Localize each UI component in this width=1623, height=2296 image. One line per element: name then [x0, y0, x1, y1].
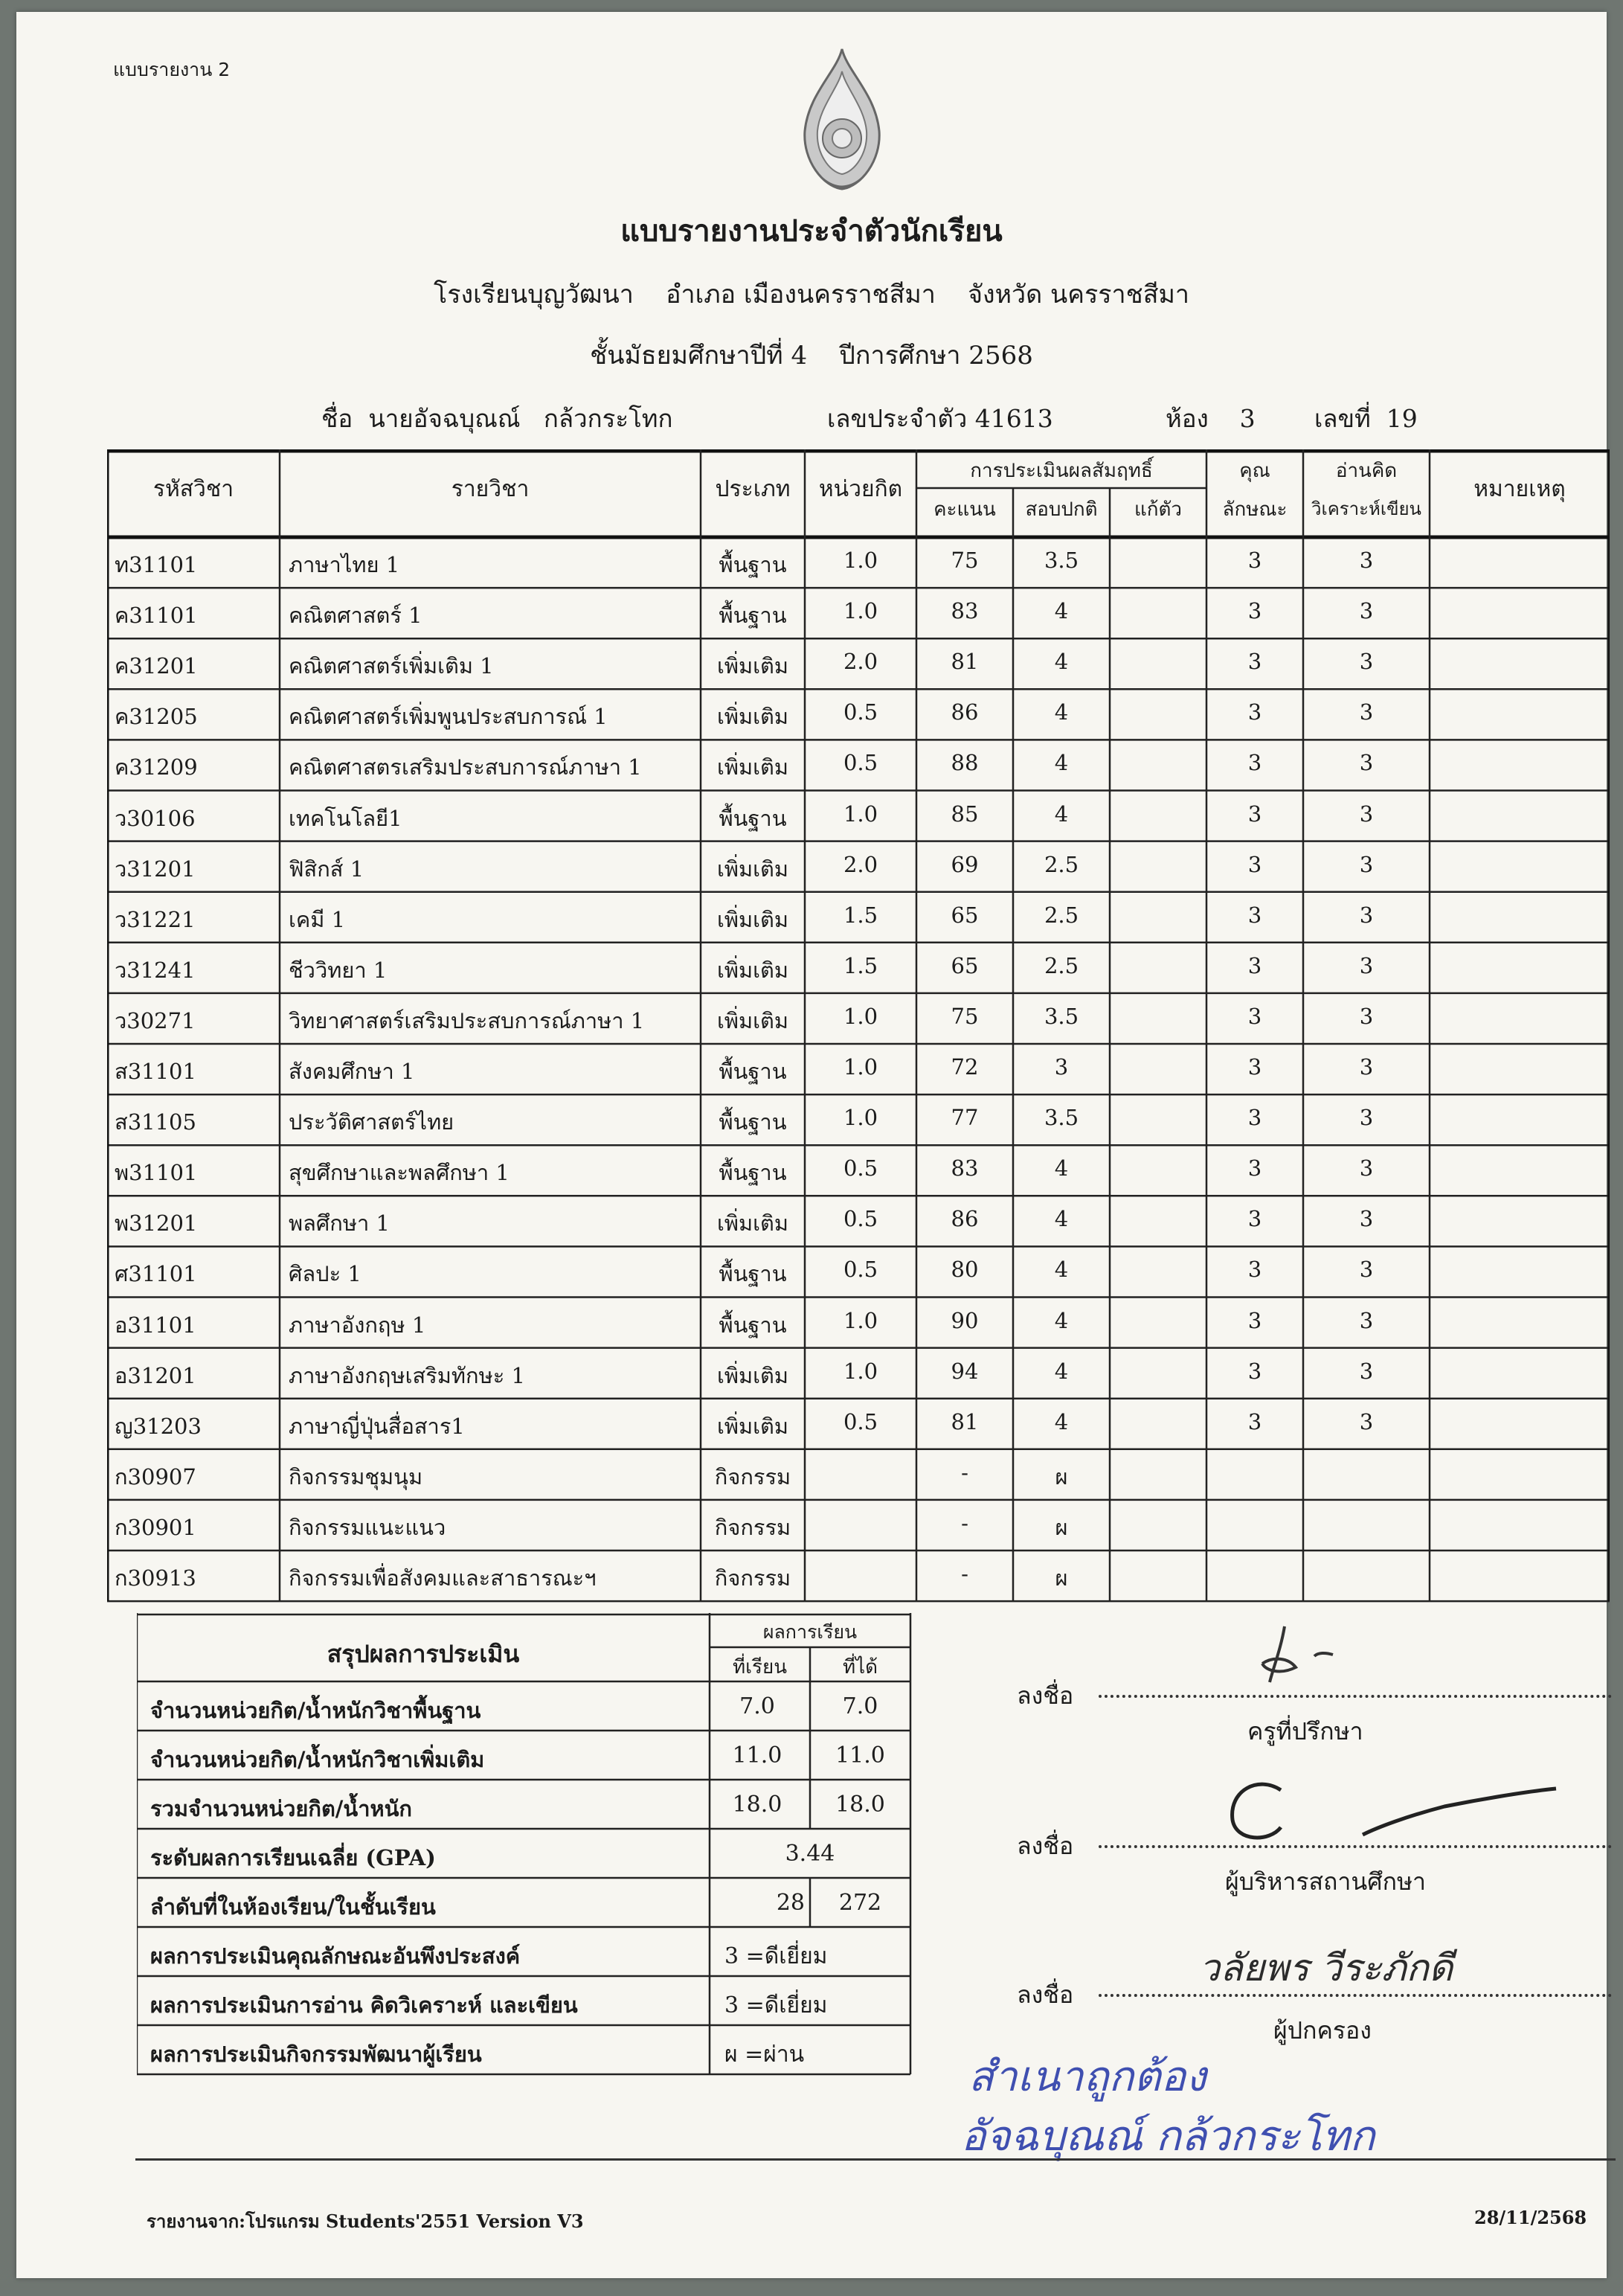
- cell-grade: ผ: [1055, 1565, 1068, 1591]
- table-row: [107, 1145, 1610, 1196]
- cell-subject: ภาษาญี่ปุ่นสื่อสาร1: [289, 1413, 465, 1439]
- cell-char: 3: [1247, 1054, 1262, 1080]
- header-credit: หน่วยกิต: [818, 476, 903, 502]
- cell-read: 3: [1359, 1358, 1374, 1384]
- grades-table: [107, 449, 1610, 1610]
- summary-label: ผลการประเมินการอ่าน คิดวิเคราะห์ และเขียน: [150, 1992, 578, 2018]
- cell-score: 81: [951, 649, 979, 675]
- cell-score: 86: [951, 1206, 979, 1232]
- cell-read: 3: [1359, 750, 1374, 776]
- cell-grade: 4: [1054, 1257, 1069, 1283]
- teacher-signature-scribble: [1229, 1612, 1378, 1693]
- cell-score: 83: [951, 598, 979, 624]
- cell-code: ก30901: [115, 1514, 196, 1540]
- cell-code: พ31201: [115, 1210, 198, 1237]
- cell-read: 3: [1359, 548, 1374, 573]
- summary-value-earned: 11.0: [835, 1742, 885, 1769]
- cell-subject: สุขศึกษาและพลศึกษา 1: [289, 1160, 510, 1186]
- cell-grade: 4: [1054, 1155, 1069, 1181]
- signature-label-director: ลงชื่อ: [1017, 1832, 1074, 1860]
- form-number: แบบรายงาน 2: [113, 59, 231, 80]
- summary-value-studied: 28: [776, 1890, 805, 1916]
- cell-type: กิจกรรม: [714, 1463, 791, 1489]
- cell-grade: 4: [1054, 598, 1069, 624]
- summary-value-studied: ผ =ผ่าน: [724, 2042, 805, 2068]
- summary-value-earned: 7.0: [842, 1693, 878, 1719]
- signature-label-parent: ลงชื่อ: [1017, 1981, 1074, 2009]
- student-id: เลขประจำตัว 41613: [827, 404, 1053, 433]
- cell-code: ว31201: [115, 856, 196, 882]
- header-read-2: วิเคราะห์เขียน: [1311, 498, 1421, 519]
- cell-read: 3: [1359, 1003, 1374, 1029]
- cell-type: พื้นฐาน: [719, 1160, 787, 1186]
- cell-credit: 0.5: [843, 1408, 878, 1434]
- cell-type: กิจกรรม: [714, 1514, 791, 1540]
- cell-subject: กิจกรรมชุมนุม: [289, 1463, 423, 1489]
- footer-date: 28/11/2568: [1474, 2207, 1587, 2228]
- summary-value-studied: 3 =ดีเยี่ยม: [724, 1943, 828, 1969]
- cell-grade: 2.5: [1044, 952, 1079, 978]
- cell-read: 3: [1359, 902, 1374, 928]
- cell-type: เพิ่มเติม: [716, 1413, 788, 1439]
- header-read-1: อ่านคิด: [1335, 460, 1398, 482]
- cell-credit: 1.0: [843, 1105, 878, 1131]
- cell-code: ค31205: [115, 704, 198, 730]
- cell-subject: ภาษาไทย 1: [289, 552, 400, 577]
- cell-credit: 0.5: [843, 1155, 878, 1181]
- cell-credit: 2.0: [843, 851, 878, 877]
- cell-subject: สังคมศึกษา 1: [289, 1059, 415, 1084]
- cell-char: 3: [1247, 952, 1262, 978]
- header-char-2: ลักษณะ: [1222, 498, 1288, 521]
- cell-score: 86: [951, 699, 979, 725]
- table-row: [107, 1449, 1610, 1500]
- table-row: [107, 638, 1610, 689]
- table-row: [107, 943, 1610, 993]
- cell-grade: 3.5: [1044, 1003, 1079, 1029]
- cell-type: เพิ่มเติม: [716, 1362, 788, 1388]
- cell-code: อ31201: [115, 1362, 196, 1388]
- summary-value-studied: 7.0: [739, 1693, 775, 1719]
- cell-credit: 1.0: [843, 598, 878, 624]
- cell-code: ค31201: [115, 653, 198, 679]
- signature-label-teacher: ลงชื่อ: [1017, 1681, 1074, 1710]
- school-line: โรงเรียนบุญวัฒนา อำเภอ เมืองนครราชสีมา จังหวัด นครราชสีมา: [434, 280, 1189, 310]
- cell-type: เพิ่มเติม: [716, 1210, 788, 1237]
- parent-handwritten-name: วลัยพร วีระภักดี: [1199, 1946, 1453, 1989]
- certified-copy-note: สำเนาถูกต้อง: [968, 2053, 1206, 2101]
- summary-label: ผลการประเมินกิจกรรมพัฒนาผู้เรียน: [150, 2042, 482, 2067]
- cell-score: 85: [951, 801, 979, 827]
- cell-char: 3: [1247, 1003, 1262, 1029]
- footer-rule: [135, 2158, 1616, 2161]
- cell-type: เพิ่มเติม: [716, 957, 788, 983]
- header-code: รหัสวิชา: [152, 476, 234, 502]
- cell-code: ค31209: [115, 754, 198, 780]
- cell-type: เพิ่มเติม: [716, 906, 788, 932]
- cell-subject: ฟิสิกส์ 1: [289, 856, 364, 882]
- cell-grade: 4: [1054, 1307, 1069, 1333]
- cell-score: 81: [951, 1408, 979, 1434]
- cell-read: 3: [1359, 801, 1374, 827]
- summary-label: ระดับผลการเรียนเฉลี่ย (GPA): [150, 1845, 436, 1870]
- signature-role-parent: ผู้ปกครอง: [1273, 2016, 1372, 2045]
- header-normal: สอบปกติ: [1025, 498, 1098, 521]
- cell-char: 3: [1247, 1358, 1262, 1384]
- cell-credit: 1.0: [843, 1003, 878, 1029]
- table-row: [107, 993, 1610, 1044]
- cell-credit: 1.0: [843, 1307, 878, 1333]
- cell-grade: 4: [1054, 750, 1069, 776]
- cell-score: 80: [951, 1257, 979, 1283]
- cell-read: 3: [1359, 1307, 1374, 1333]
- table-row: [107, 689, 1610, 740]
- header-fix: แก้ตัว: [1134, 498, 1182, 521]
- header-char-1: คุณ: [1239, 460, 1270, 482]
- cell-read: 3: [1359, 1257, 1374, 1283]
- cell-credit: 0.5: [843, 1257, 878, 1283]
- summary-label: ผลการประเมินคุณลักษณะอันพึงประสงค์: [150, 1943, 521, 1969]
- header-type: ประเภท: [715, 476, 791, 502]
- cell-subject: กิจกรรมเพื่อสังคมและสาธารณะฯ: [289, 1565, 597, 1591]
- cell-char: 3: [1247, 548, 1262, 573]
- director-signature-scribble: [1199, 1745, 1571, 1864]
- summary-value-studied: 11.0: [732, 1742, 782, 1769]
- cell-type: พื้นฐาน: [719, 1261, 787, 1287]
- header-achievement: การประเมินผลสัมฤทธิ์: [970, 460, 1153, 482]
- cell-subject: คณิตศาสตร์เพิ่มเติม 1: [289, 653, 494, 679]
- cell-code: ก30907: [115, 1463, 196, 1489]
- cell-char: 3: [1247, 598, 1262, 624]
- cell-subject: พลศึกษา 1: [289, 1210, 390, 1237]
- cell-subject: ประวัติศาสตร์ไทย: [289, 1109, 454, 1135]
- summary-label: ลำดับที่ในห้องเรียน/ในชั้นเรียน: [150, 1894, 436, 1920]
- cell-subject: วิทยาศาสตร์เสริมประสบการณ์ภาษา 1: [289, 1007, 645, 1033]
- cell-code: ก30913: [115, 1565, 196, 1591]
- cell-grade: 4: [1054, 801, 1069, 827]
- table-row: [107, 1246, 1610, 1297]
- cell-char: 3: [1247, 902, 1262, 928]
- cell-code: ว30106: [115, 805, 196, 831]
- page-title: แบบรายงานประจำตัวนักเรียน: [620, 214, 1003, 248]
- summary-table: [137, 1613, 925, 2082]
- cell-score: 65: [951, 902, 979, 928]
- cell-type: กิจกรรม: [714, 1565, 791, 1591]
- cell-subject: เคมี 1: [289, 906, 346, 932]
- cell-read: 3: [1359, 1155, 1374, 1181]
- cell-char: 3: [1247, 1105, 1262, 1131]
- cell-type: พื้นฐาน: [719, 1059, 787, 1084]
- table-row: [107, 1094, 1610, 1145]
- table-row: [107, 740, 1610, 790]
- cell-grade: 4: [1054, 1206, 1069, 1232]
- table-row: [107, 1044, 1610, 1094]
- level-line: ชั้นมัธยมศึกษาปีที่ 4 ปีการศึกษา 2568: [590, 341, 1033, 371]
- cell-read: 3: [1359, 598, 1374, 624]
- student-name: ชื่อ นายอัจฉบุณณ์ กล้วกระโทก: [321, 404, 673, 433]
- header-remark: หมายเหตุ: [1473, 476, 1566, 502]
- cell-char: 3: [1247, 851, 1262, 877]
- cell-subject: ศิลปะ 1: [289, 1261, 361, 1287]
- cell-score: 94: [951, 1358, 979, 1384]
- cell-type: เพิ่มเติม: [716, 856, 788, 882]
- cell-grade: ผ: [1055, 1463, 1068, 1489]
- cell-subject: กิจกรรมแนะแนว: [289, 1514, 446, 1540]
- cell-subject: ชีววิทยา 1: [289, 957, 388, 983]
- cell-char: 3: [1247, 1307, 1262, 1333]
- cell-grade: 4: [1054, 1408, 1069, 1434]
- summary-value-earned: 272: [838, 1890, 882, 1916]
- cell-credit: 2.0: [843, 649, 878, 675]
- table-row: [107, 1500, 1610, 1551]
- cell-score: -: [961, 1510, 968, 1536]
- cell-char: 3: [1247, 1155, 1262, 1181]
- report-sheet: [16, 12, 1607, 2278]
- cell-read: 3: [1359, 952, 1374, 978]
- cell-char: 3: [1247, 801, 1262, 827]
- table-row: [107, 791, 1610, 841]
- summary-result-header: ผลการเรียน: [762, 1621, 858, 1643]
- table-row: [107, 841, 1610, 892]
- cell-read: 3: [1359, 1054, 1374, 1080]
- cell-credit: 1.5: [843, 952, 878, 978]
- header-score: คะแนน: [933, 498, 996, 521]
- summary-label: รวมจำนวนหน่วยกิต/น้ำหนัก: [150, 1796, 412, 1821]
- cell-credit: 0.5: [843, 699, 878, 725]
- summary-label: จำนวนหน่วยกิต/น้ำหนักวิชาพื้นฐาน: [150, 1698, 481, 1723]
- cell-subject: ภาษาอังกฤษ 1: [289, 1312, 426, 1338]
- summary-value-studied: 3 =ดีเยี่ยม: [724, 1992, 828, 2018]
- cell-grade: 3.5: [1044, 548, 1079, 573]
- cell-score: 83: [951, 1155, 979, 1181]
- table-row: [107, 1348, 1610, 1399]
- cell-code: ส31101: [115, 1059, 196, 1084]
- cell-read: 3: [1359, 1408, 1374, 1434]
- cell-score: 72: [951, 1054, 979, 1080]
- cell-credit: 1.0: [843, 548, 878, 573]
- signature-line-teacher: [1099, 1695, 1612, 1698]
- cell-read: 3: [1359, 699, 1374, 725]
- cell-grade: 4: [1054, 649, 1069, 675]
- cell-credit: 0.5: [843, 750, 878, 776]
- cell-code: ค31101: [115, 603, 198, 629]
- cell-char: 3: [1247, 699, 1262, 725]
- summary-value-studied: 3.44: [785, 1841, 835, 1867]
- cell-type: เพิ่มเติม: [716, 754, 788, 780]
- cell-grade: 2.5: [1044, 902, 1079, 928]
- cell-score: 75: [951, 548, 979, 573]
- footer-source: รายงานจาก:โปรแกรม Students'2551 Version V3: [147, 2210, 584, 2232]
- cell-code: พ31101: [115, 1160, 198, 1186]
- summary-value-studied: 18.0: [732, 1792, 782, 1818]
- student-room: ห้อง 3: [1166, 404, 1256, 433]
- cell-read: 3: [1359, 851, 1374, 877]
- cell-subject: คณิตศาสตร์ 1: [289, 603, 422, 629]
- signature-role-teacher: ครูที่ปรึกษา: [1247, 1717, 1363, 1745]
- cell-char: 3: [1247, 1206, 1262, 1232]
- cell-credit: 1.0: [843, 801, 878, 827]
- summary-studied-header: ที่เรียน: [733, 1656, 787, 1678]
- table-row: [107, 1399, 1610, 1449]
- cell-read: 3: [1359, 1105, 1374, 1131]
- student-number: เลขที่ 19: [1314, 404, 1418, 433]
- cell-score: 88: [951, 750, 979, 776]
- cell-subject: เทคโนโลยี1: [289, 805, 402, 831]
- cell-score: 77: [951, 1105, 979, 1131]
- school-emblem-icon: [794, 42, 890, 198]
- table-row: [107, 1551, 1610, 1601]
- cell-read: 3: [1359, 1206, 1374, 1232]
- cell-score: 69: [951, 851, 979, 877]
- cell-score: -: [961, 1459, 968, 1485]
- cell-credit: 1.0: [843, 1358, 878, 1384]
- cell-subject: คณิตศาสตร์เพิ่มพูนประสบการณ์ 1: [289, 704, 608, 730]
- cell-grade: 4: [1054, 1358, 1069, 1384]
- cell-type: เพิ่มเติม: [716, 653, 788, 679]
- header-subject: รายวิชา: [451, 476, 530, 502]
- table-row: [107, 1298, 1610, 1348]
- cell-char: 3: [1247, 649, 1262, 675]
- cell-subject: คณิตศาสตรเสริมประสบการณ์ภาษา 1: [289, 754, 642, 780]
- cell-code: ส31105: [115, 1109, 196, 1135]
- cell-score: 65: [951, 952, 979, 978]
- cell-grade: 4: [1054, 699, 1069, 725]
- cell-score: 90: [951, 1307, 979, 1333]
- table-row: [107, 1196, 1610, 1246]
- cell-credit: 1.0: [843, 1054, 878, 1080]
- cell-type: พื้นฐาน: [719, 603, 787, 629]
- cell-type: พื้นฐาน: [719, 1109, 787, 1135]
- summary-title: สรุปผลการประเมิน: [327, 1640, 520, 1668]
- cell-credit: 1.5: [843, 902, 878, 928]
- cell-code: อ31101: [115, 1312, 196, 1338]
- cell-code: ว31221: [115, 906, 196, 932]
- certified-copy-name: อัจฉบุณณ์ กล้วกระโทก: [961, 2112, 1375, 2161]
- table-row: [107, 892, 1610, 943]
- cell-char: 3: [1247, 1257, 1262, 1283]
- cell-type: พื้นฐาน: [719, 1312, 787, 1338]
- cell-subject: ภาษาอังกฤษเสริมทักษะ 1: [289, 1362, 525, 1388]
- cell-credit: 0.5: [843, 1206, 878, 1232]
- summary-label: จำนวนหน่วยกิต/น้ำหนักวิชาเพิ่มเติม: [150, 1747, 485, 1772]
- cell-type: พื้นฐาน: [719, 552, 787, 577]
- cell-score: 75: [951, 1003, 979, 1029]
- cell-code: ว31241: [115, 957, 196, 983]
- table-row: [107, 588, 1610, 638]
- cell-score: -: [961, 1561, 968, 1586]
- signature-role-director: ผู้บริหารสถานศึกษา: [1225, 1867, 1426, 1896]
- cell-grade: 3: [1054, 1054, 1069, 1080]
- cell-type: เพิ่มเติม: [716, 1007, 788, 1033]
- cell-code: ศ31101: [115, 1261, 197, 1287]
- cell-grade: ผ: [1055, 1514, 1068, 1540]
- summary-earned-header: ที่ได้: [842, 1656, 878, 1678]
- cell-char: 3: [1247, 1408, 1262, 1434]
- cell-code: ญ31203: [115, 1413, 202, 1439]
- table-row: [107, 537, 1610, 588]
- cell-code: ท31101: [115, 552, 198, 577]
- cell-code: ว30271: [115, 1007, 196, 1033]
- cell-char: 3: [1247, 750, 1262, 776]
- cell-type: เพิ่มเติม: [716, 704, 788, 730]
- cell-type: พื้นฐาน: [719, 805, 787, 831]
- cell-grade: 3.5: [1044, 1105, 1079, 1131]
- summary-value-earned: 18.0: [835, 1792, 885, 1818]
- cell-read: 3: [1359, 649, 1374, 675]
- cell-grade: 2.5: [1044, 851, 1079, 877]
